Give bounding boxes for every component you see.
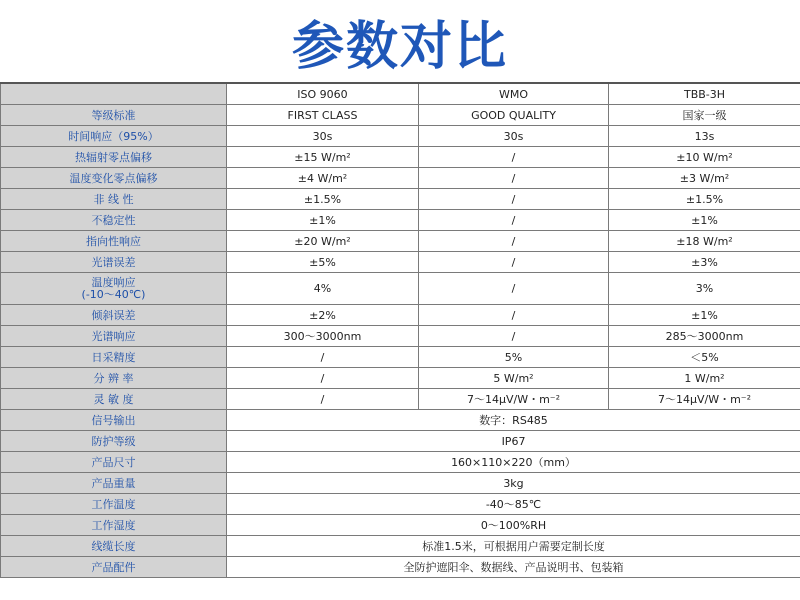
table-row-merged [1, 515, 800, 536]
row-label: 光谱误差 [1, 252, 227, 273]
row-label: 非 线 性 [1, 189, 227, 210]
row-value-col2: / [419, 252, 609, 273]
row-label: 日采精度 [1, 347, 227, 368]
row-value-col2: / [419, 305, 609, 326]
row-value-col2: 7～14μV/W・m⁻² [419, 389, 609, 410]
row-merged-value: 标准1.5米，可根据用户需要定制长度 [227, 536, 800, 557]
row-value-col3: ±1% [609, 210, 800, 231]
row-value-col1: ±1.5% [227, 189, 419, 210]
header-iso9060: ISO 9060 [227, 83, 419, 105]
row-value-col1: ±20 W/m² [227, 231, 419, 252]
table-row [1, 231, 800, 252]
row-value-col2: / [419, 147, 609, 168]
row-value-col1: ±1% [227, 210, 419, 231]
row-value-col1: / [227, 347, 419, 368]
row-value-col3: ±3% [609, 252, 800, 273]
row-value-col3: 国家一级 [609, 105, 800, 126]
row-value-col1: ±4 W/m² [227, 168, 419, 189]
row-value-col3: ±10 W/m² [609, 147, 800, 168]
row-merged-value: 数字：RS485 [227, 410, 800, 431]
table-row [1, 389, 800, 410]
row-label: 线缆长度 [1, 536, 227, 557]
row-value-col3: 285～3000nm [609, 326, 800, 347]
row-label: 温度变化零点偏移 [1, 168, 227, 189]
table-row [1, 210, 800, 231]
table-row-merged [1, 431, 800, 452]
table-row [1, 305, 800, 326]
header-wmo: WMO [419, 83, 609, 105]
row-value-col1: / [227, 389, 419, 410]
table-row [1, 273, 800, 305]
row-value-col2: / [419, 273, 609, 305]
row-value-col2: / [419, 326, 609, 347]
table-row-merged [1, 494, 800, 515]
row-label: 产品尺寸 [1, 452, 227, 473]
table-row [1, 326, 800, 347]
row-value-col2: / [419, 231, 609, 252]
row-value-col3: ±1% [609, 305, 800, 326]
row-label: 等级标准 [1, 105, 227, 126]
row-value-col3: ±1.5% [609, 189, 800, 210]
table-row [1, 168, 800, 189]
row-label: 工作温度 [1, 494, 227, 515]
row-value-col3: 1 W/m² [609, 368, 800, 389]
row-value-col2: / [419, 189, 609, 210]
row-value-col3: 3% [609, 273, 800, 305]
row-value-col2: / [419, 168, 609, 189]
row-value-col3: ＜5% [609, 347, 800, 368]
row-label: 时间响应（95%） [1, 126, 227, 147]
row-label: 温度响应 (-10～40℃) [1, 273, 227, 305]
row-merged-value: 160×110×220（mm） [227, 452, 800, 473]
table-row [1, 126, 800, 147]
row-value-col1: 300～3000nm [227, 326, 419, 347]
row-value-col2: 5 W/m² [419, 368, 609, 389]
table-header-row [1, 83, 800, 105]
table-row-merged [1, 473, 800, 494]
header-tbb3h: TBB-3H [609, 83, 800, 105]
table-row [1, 189, 800, 210]
row-value-col2: GOOD QUALITY [419, 105, 609, 126]
table-body [1, 83, 800, 578]
row-value-col3: 13s [609, 126, 800, 147]
table-row-merged [1, 410, 800, 431]
row-merged-value: 全防护遮阳伞、数据线、产品说明书、包装箱 [227, 557, 800, 578]
row-value-col1: 30s [227, 126, 419, 147]
row-merged-value: IP67 [227, 431, 800, 452]
row-merged-value: -40～85℃ [227, 494, 800, 515]
table-row [1, 347, 800, 368]
row-value-col1: ±5% [227, 252, 419, 273]
page-title: 参数对比 [291, 16, 508, 77]
table-row-merged [1, 536, 800, 557]
table-row [1, 368, 800, 389]
row-value-col2: / [419, 210, 609, 231]
row-label: 工作湿度 [1, 515, 227, 536]
row-value-col3: ±3 W/m² [609, 168, 800, 189]
row-value-col1: / [227, 368, 419, 389]
row-value-col3: 7～14μV/W・m⁻² [609, 389, 800, 410]
row-label: 倾斜误差 [1, 305, 227, 326]
row-value-col2: 5% [419, 347, 609, 368]
row-label: 产品重量 [1, 473, 227, 494]
row-label: 防护等级 [1, 431, 227, 452]
row-label: 分 辨 率 [1, 368, 227, 389]
row-label: 产品配件 [1, 557, 227, 578]
row-label: 不稳定性 [1, 210, 227, 231]
row-label: 灵 敏 度 [1, 389, 227, 410]
row-label: 热辐射零点偏移 [1, 147, 227, 168]
row-label: 指向性响应 [1, 231, 227, 252]
table-row-merged [1, 557, 800, 578]
row-value-col1: 4% [227, 273, 419, 305]
row-label: 光谱响应 [1, 326, 227, 347]
row-value-col2: 30s [419, 126, 609, 147]
row-value-col1: FIRST CLASS [227, 105, 419, 126]
header-label-cell [1, 83, 227, 105]
table-row-merged [1, 452, 800, 473]
row-value-col1: ±2% [227, 305, 419, 326]
table-row [1, 105, 800, 126]
row-value-col1: ±15 W/m² [227, 147, 419, 168]
parameter-comparison-table [0, 82, 800, 578]
row-value-col3: ±18 W/m² [609, 231, 800, 252]
table-row [1, 252, 800, 273]
row-merged-value: 3kg [227, 473, 800, 494]
table-row [1, 147, 800, 168]
row-merged-value: 0～100%RH [227, 515, 800, 536]
row-label: 信号输出 [1, 410, 227, 431]
